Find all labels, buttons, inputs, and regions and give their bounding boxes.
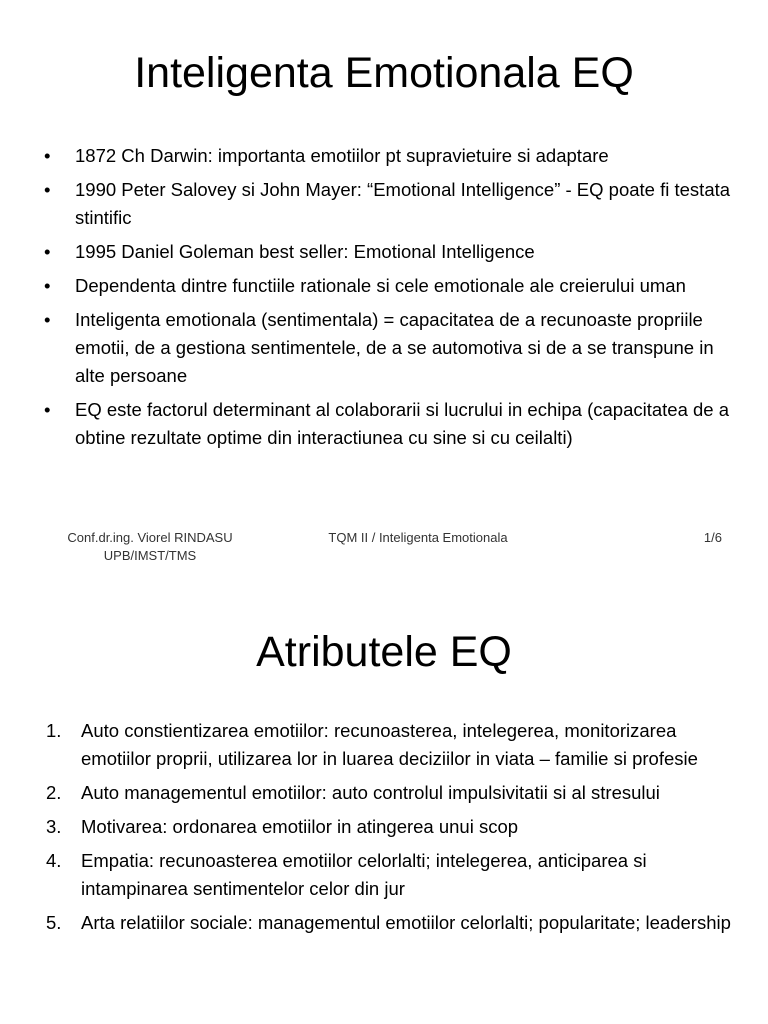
- numbered-list: [46, 717, 746, 943]
- bullet-marker: •: [44, 399, 51, 420]
- list-item: [46, 909, 746, 937]
- author-name: Conf.dr.ing. Viorel RINDASU: [67, 530, 233, 545]
- list-item: [44, 238, 744, 266]
- list-item: [46, 779, 746, 807]
- bullet-marker: •: [44, 145, 51, 166]
- bullet-marker: •: [44, 275, 51, 296]
- bullet-marker: •: [44, 309, 51, 330]
- list-item: [44, 306, 744, 390]
- bullet-marker: •: [44, 179, 51, 200]
- slide-title: Atributele EQ: [256, 628, 512, 676]
- list-item: [46, 813, 746, 841]
- item-number: 1.: [46, 720, 62, 741]
- author-affiliation: UPB/IMST/TMS: [103, 548, 197, 563]
- bullet-text: 1990 Peter Salovey si John Mayer: “Emotional Intelligence” - EQ poate fi testata stintific: [75, 179, 731, 228]
- footer-author: [50, 529, 250, 565]
- bullet-text: 1872 Ch Darwin: importanta emotiilor pt supravietuire si adaptare: [75, 145, 609, 166]
- slide-title: Inteligenta Emotionala EQ: [134, 49, 634, 97]
- bullet-text: Inteligenta emotionala (sentimentala) = capacitatea de a recunoaste propriile emotii, de a gestiona sentimentele, de a se automotiva si de a se transpune in alte persoane: [75, 309, 714, 386]
- bullet-text: EQ este factorul determinant al colaborarii si lucrului in echipa (capacitatea de a obtine rezultate optime din interactiunea cu sine si cu ceilalti): [75, 399, 730, 448]
- item-text: Auto managementul emotiilor: auto controlul impulsivitatii si al stresului: [81, 782, 660, 803]
- list-item: [44, 176, 744, 232]
- slide-2: [0, 580, 768, 1024]
- list-item: [46, 847, 746, 903]
- list-item: [46, 717, 746, 773]
- list-item: [44, 272, 744, 300]
- item-text: Arta relatiilor sociale: managementul emotiilor celorlalti; popularitate; leadership: [81, 912, 731, 933]
- item-number: 5.: [46, 912, 62, 933]
- bullet-list: [44, 142, 744, 458]
- item-number: 2.: [46, 782, 62, 803]
- item-text: Motivarea: ordonarea emotiilor in atingerea unui scop: [81, 816, 519, 837]
- list-item: [44, 396, 744, 452]
- bullet-marker: •: [44, 241, 51, 262]
- item-text: Auto constientizarea emotiilor: recunoasterea, intelegerea, monitorizarea emotiilor proprii, utilizarea lor in luarea deciziilor in viata – familie si profesie: [81, 720, 698, 769]
- bullet-text: Dependenta dintre functiile rationale si cele emotionale ale creierului uman: [75, 275, 686, 296]
- list-item: [44, 142, 744, 170]
- item-text: Empatia: recunoasterea emotiilor celorlalti; intelegerea, anticiparea si intampinarea sentimentelor celor din jur: [81, 850, 647, 899]
- item-number: 3.: [46, 816, 62, 837]
- item-number: 4.: [46, 850, 62, 871]
- bullet-text: 1995 Daniel Goleman best seller: Emotional Intelligence: [75, 241, 535, 262]
- footer-page-number: 1/6: [703, 530, 722, 545]
- footer-course: TQM II / Inteligenta Emotionala: [328, 530, 508, 545]
